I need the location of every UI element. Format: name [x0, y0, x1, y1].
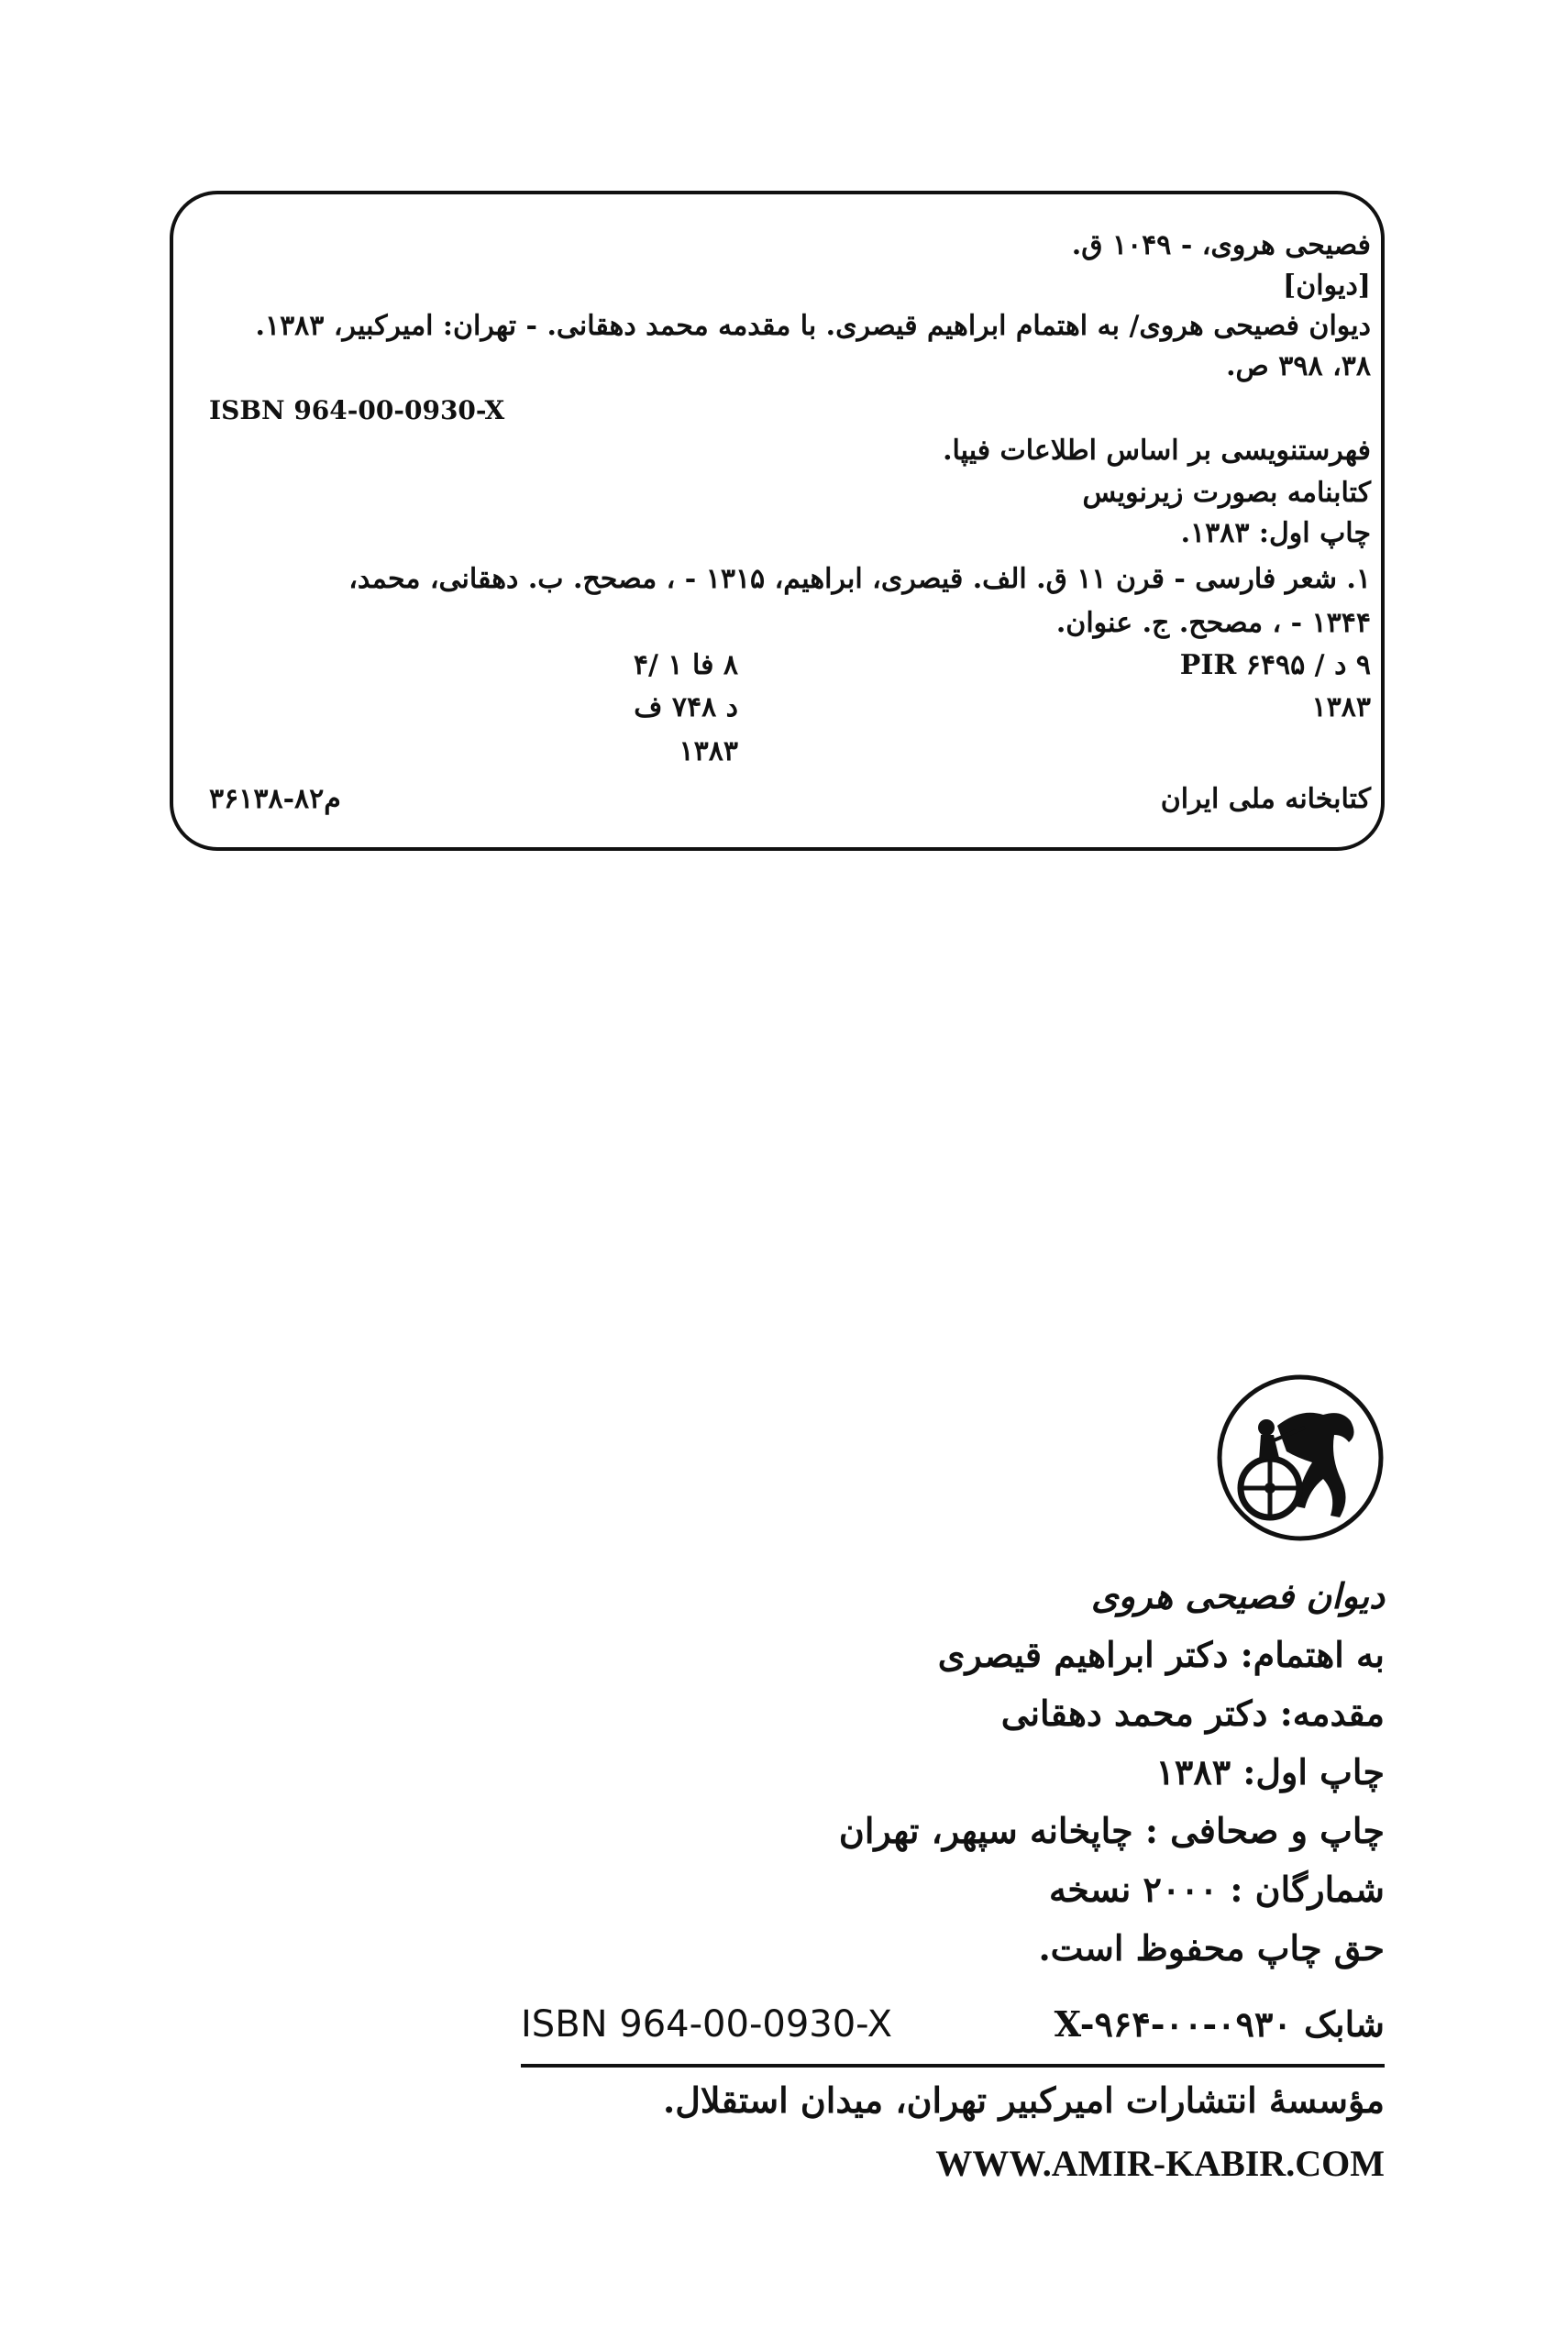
cip-author-line: فصیحی هروی، - ۱۰۴۹ ق. [1071, 229, 1371, 261]
isbn-divider [521, 2064, 1385, 2068]
imprint-introduction: مقدمه: دکتر محمد دهقانی [1000, 1693, 1385, 1734]
cip-title-line-2: ۳۸، ۳۹۸ ص. [1226, 350, 1371, 382]
cip-note-1: فهرستنویسی بر اساس اطلاعات فیپا. [943, 435, 1371, 467]
cip-dewey-2: د ۷۴۸ ف [634, 691, 738, 723]
cip-note-2: کتابنامه بصورت زیرنویس [1082, 477, 1371, 509]
imprint-editor: به اهتمام: دکتر ابراهیم قیصری [937, 1634, 1385, 1675]
isbn-latin: ISBN 964-00-0930-X [521, 2003, 893, 2046]
publisher-website: WWW.AMIR-KABIR.COM [935, 2143, 1385, 2184]
cip-lc-class-1: ۹ د / PIR ۶۴۹۵ [1179, 649, 1371, 681]
cip-isbn: ISBN 964-00-0930-X [209, 395, 505, 425]
cip-library: کتابخانه ملی ایران [1160, 783, 1371, 815]
imprint-print-run: شمارگان : ۲۰۰۰ نسخه [1048, 1869, 1385, 1910]
book-title: دیوان فصیحی هروی [1091, 1575, 1385, 1616]
cip-dewey-3: ۱۳۸۳ [679, 735, 738, 767]
cip-uniform-title: [دیوان] [1283, 270, 1371, 302]
cip-note-3: چاپ اول: ۱۳۸۳. [1180, 517, 1371, 549]
isbn-persian: شابک X-۹۶۴-۰۰-۰۹۳۰ [1054, 2003, 1385, 2045]
cip-dewey-1: ۸ فا ۱ /۴ [633, 649, 738, 681]
imprint-printing: چاپ و صحافی : چاپخانه سپهر، تهران [838, 1810, 1385, 1851]
cip-subjects-line-2: ۱۳۴۴ - ، مصحح. ج. عنوان. [1055, 607, 1371, 639]
imprint-edition: چاپ اول: ۱۳۸۳ [1155, 1751, 1385, 1792]
imprint-copyright: حق چاپ محفوظ است. [1038, 1927, 1385, 1969]
cip-lc-class-2: ۱۳۸۳ [1311, 691, 1371, 723]
chariot-horse-logo-icon [1213, 1371, 1387, 1545]
cip-title-line-1: دیوان فصیحی هروی/ به اهتمام ابراهیم قیصری. با مقدمه محمد دهقانی. - تهران: امیرکبیر، ۱۳۸۳. [255, 310, 1371, 342]
cip-subjects-line-1: ۱. شعر فارسی - قرن ۱۱ ق. الف. قیصری، ابراهیم، ۱۳۱۵ - ، مصحح. ب. دهقانی، محمد، [348, 563, 1371, 595]
cip-record-number: م۸۲-۳۶۱۳۸ [209, 783, 341, 815]
publisher-address: مؤسسهٔ انتشارات امیرکبیر تهران، میدان استقلال. [663, 2079, 1385, 2121]
isbn-row [521, 2003, 1385, 2058]
